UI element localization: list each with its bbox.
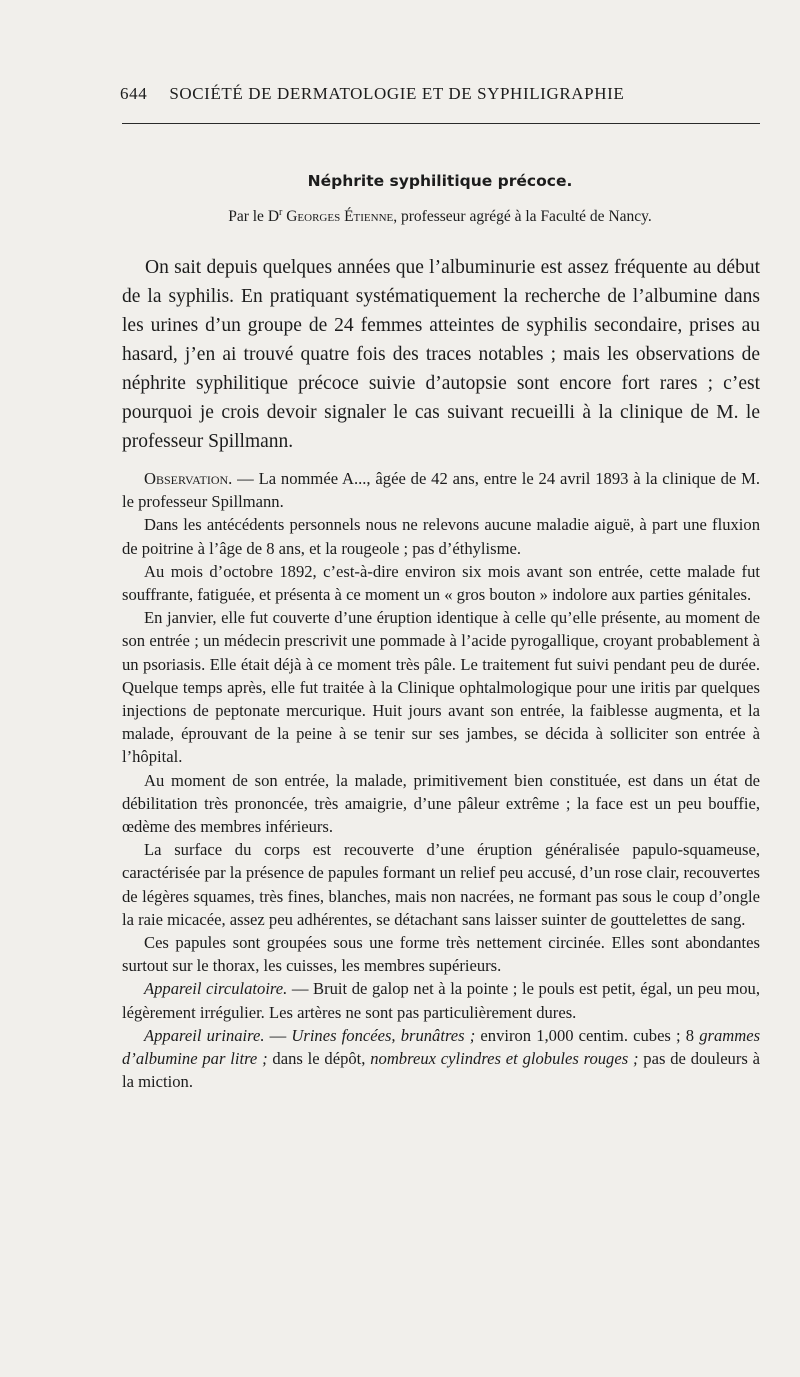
deposit-text: dans le dépôt,	[267, 1049, 371, 1069]
paragraph-eruption: La surface du corps est recouverte d’une éruption généralisée papulo-squameuse, caractérisée par la présence de papules formant un relief peu accusé, d’un rose clair, recouvertes de légères squames, très fines, blanches, mais non nacrées, ne formant pas sous le coup d’ongle la raie micacée, assez peu adhérentes, se détachant sans laisser suinter de gouttelettes de sang.	[122, 840, 760, 929]
observation-text: — La nommée A..., âgée de 42 ans, entre le 24 avril 1893 à la clinique de M. le professeur Spillmann.	[122, 469, 760, 512]
running-head	[120, 84, 760, 104]
article-byline	[120, 207, 760, 226]
observation-paragraph	[122, 467, 760, 513]
urinary-dash: —	[264, 1025, 292, 1045]
paragraph-admission: Au moment de son entrée, la malade, primitivement bien constituée, est dans un état de débilitation très prononcée, très amaigrie, d’une pâleur extrême ; la face est un peu bouffie, œdème des membres inférieurs.	[122, 770, 760, 837]
urinary-label: Appareil urinaire.	[144, 1025, 265, 1045]
page-number: 644	[120, 84, 148, 103]
byline-prefix: Par le D	[228, 208, 280, 226]
observation-block	[122, 467, 760, 1093]
paragraph-october: Au mois d’octobre 1892, c’est-à-dire environ six mois avant son entrée, cette malade fut souffrante, fatiguée, et présenta à ce moment un « gros bouton » indolore aux parties génitales.	[122, 561, 760, 605]
byline-author: Georges Étienne	[286, 208, 394, 226]
paragraph-papules: Ces papules sont groupées sous une forme très nettement circinée. Elles sont abondantes surtout sur le thorax, les cuisses, les membres supérieurs.	[122, 933, 760, 976]
running-title: SOCIÉTÉ DE DERMATOLOGIE ET DE SYPHILIGRAPHIE	[169, 84, 625, 103]
paragraph-january: En janvier, elle fut couverte d’une éruption identique à celle qu’elle présente, au moment de son entrée ; un médecin prescrivit une pommade à l’acide pyrogallique, croyant probablement à un psoriasis. Elle était déjà à ce moment très pâle. Le traitement fut suivi pendant peu de durée. Quelque temps après, elle fut traitée à la Clinique ophtalmologique pour une iritis par quelques injections de peptonate mercurique. Huit jours avant son entrée, la faiblesse augmenta, et la malade, éprouvant de la peine à se tenir sur ses jambes, se décida à solliciter son entrée à l’hôpital.	[122, 608, 760, 767]
urinary-end-text: pas de douleurs à la miction.	[122, 1049, 761, 1092]
paragraph-circulatory	[122, 977, 760, 1023]
paragraph-antecedents: Dans les antécédents personnels nous ne relevons aucune maladie aiguë, à part une fluxion de poitrine à l’âge de 8 ans, et la rougeole ; pas d’éthylisme.	[122, 515, 760, 558]
observation-label: Observation.	[144, 469, 233, 488]
urine-description: Urines foncées, brunâtres ;	[291, 1025, 476, 1045]
paragraph-urinary	[122, 1024, 760, 1094]
circulatory-label: Appareil circulatoire.	[144, 979, 288, 999]
article-title: Néphrite syphilitique précoce.	[307, 172, 573, 190]
albumin-amount: grammes d’albumine par litre ;	[122, 1025, 761, 1069]
cylinders-text: nombreux cylindres et globules rouges ;	[370, 1049, 639, 1069]
urine-volume: environ 1,000 centim. cubes ; 8	[475, 1025, 700, 1045]
header-rule	[122, 123, 760, 124]
circulatory-text: — Bruit de galop net à la pointe ; le pouls est petit, égal, un peu mou, légèrement irrégulier. Les artères ne sont pas particulièrement dures.	[122, 979, 760, 1022]
byline-sup: r	[279, 207, 283, 218]
intro-block	[122, 253, 760, 456]
intro-paragraph: On sait depuis quelques années que l’albuminurie est assez fréquente au début de la syphilis. En pratiquant systématiquement la recherche de l’albumine dans les urines d’un groupe de 24 femmes atteintes de syphilis secondaire, prises au hasard, j’en ai trouvé quatre fois des traces notables ; mais les observations de néphrite syphilitique précoce suivie d’autopsie sont encore fort rares ; c’est pourquoi je crois devoir signaler le cas suivant recueilli à la clinique de M. le professeur Spillmann.	[122, 257, 760, 452]
byline-suffix: , professeur agrégé à la Faculté de Nancy.	[393, 208, 652, 226]
